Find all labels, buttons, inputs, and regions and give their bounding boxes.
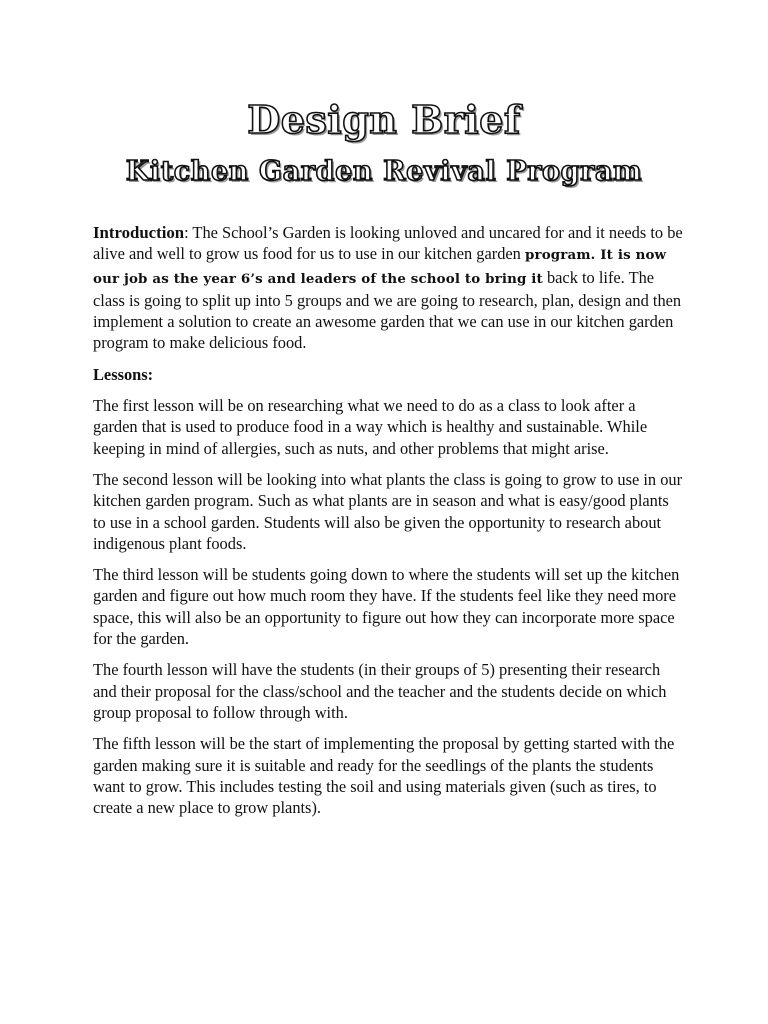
lesson-paragraph-5: The fifth lesson will be the start of implementing the proposal by getting started with the garden making sure it is suitable and ready for the seedlings of the plants the students want to grow. This includes testing the soil and using materials given (such as tires, to create a new place to grow plants). [93,734,675,818]
document-subtitle: Kitchen Garden Revival Program [125,156,643,187]
introduction-text-bold: program. It is now our job as the year 6’s and leaders of the school to bring it [93,247,667,287]
lesson-paragraph-4: The fourth lesson will have the students (in their groups of 5) presenting their research and their proposal for the class/school and the teacher and the students decide on which group proposal to follow through with. [93,660,667,722]
introduction-label: Introduction [93,223,185,242]
lesson-paragraph-3: The third lesson will be students going down to where the students will set up the kitchen garden and figure out how much room they have. If the students feel like they need more space, this will also be an opportunity to figure out how they can incorporate more space for the garden. [93,565,680,649]
lesson-paragraph-1: The first lesson will be on researching what we need to do as a class to look after a garden that is used to produce food in a way which is healthy and sustainable. While keeping in mind of allergies, such as nuts, and other problems that might arise. [93,396,648,458]
introduction-paragraph [93,222,683,354]
introduction-text-end: back to life. The class is going to split up into 5 groups and we are going to research, plan, design and then implement a solution to create an awesome garden that we can use in our kitchen garden program to make delicious food. [93,267,682,353]
document-body [93,222,683,828]
lesson-paragraph-2: The second lesson will be looking into what plants the class is going to grow to use in our kitchen garden program. Such as what plants are in season and what is easy/good plants to use in a school garden. Students will also be given the opportunity to research about indigenous plant foods. [93,469,683,553]
document-title: Design Brief [247,97,521,142]
lessons-heading: Lessons: [93,364,154,384]
introduction-text-start: : The School’s Garden is looking unloved and uncared for and it needs to be alive and well to grow us food for us to use in our kitchen garden [93,223,683,264]
